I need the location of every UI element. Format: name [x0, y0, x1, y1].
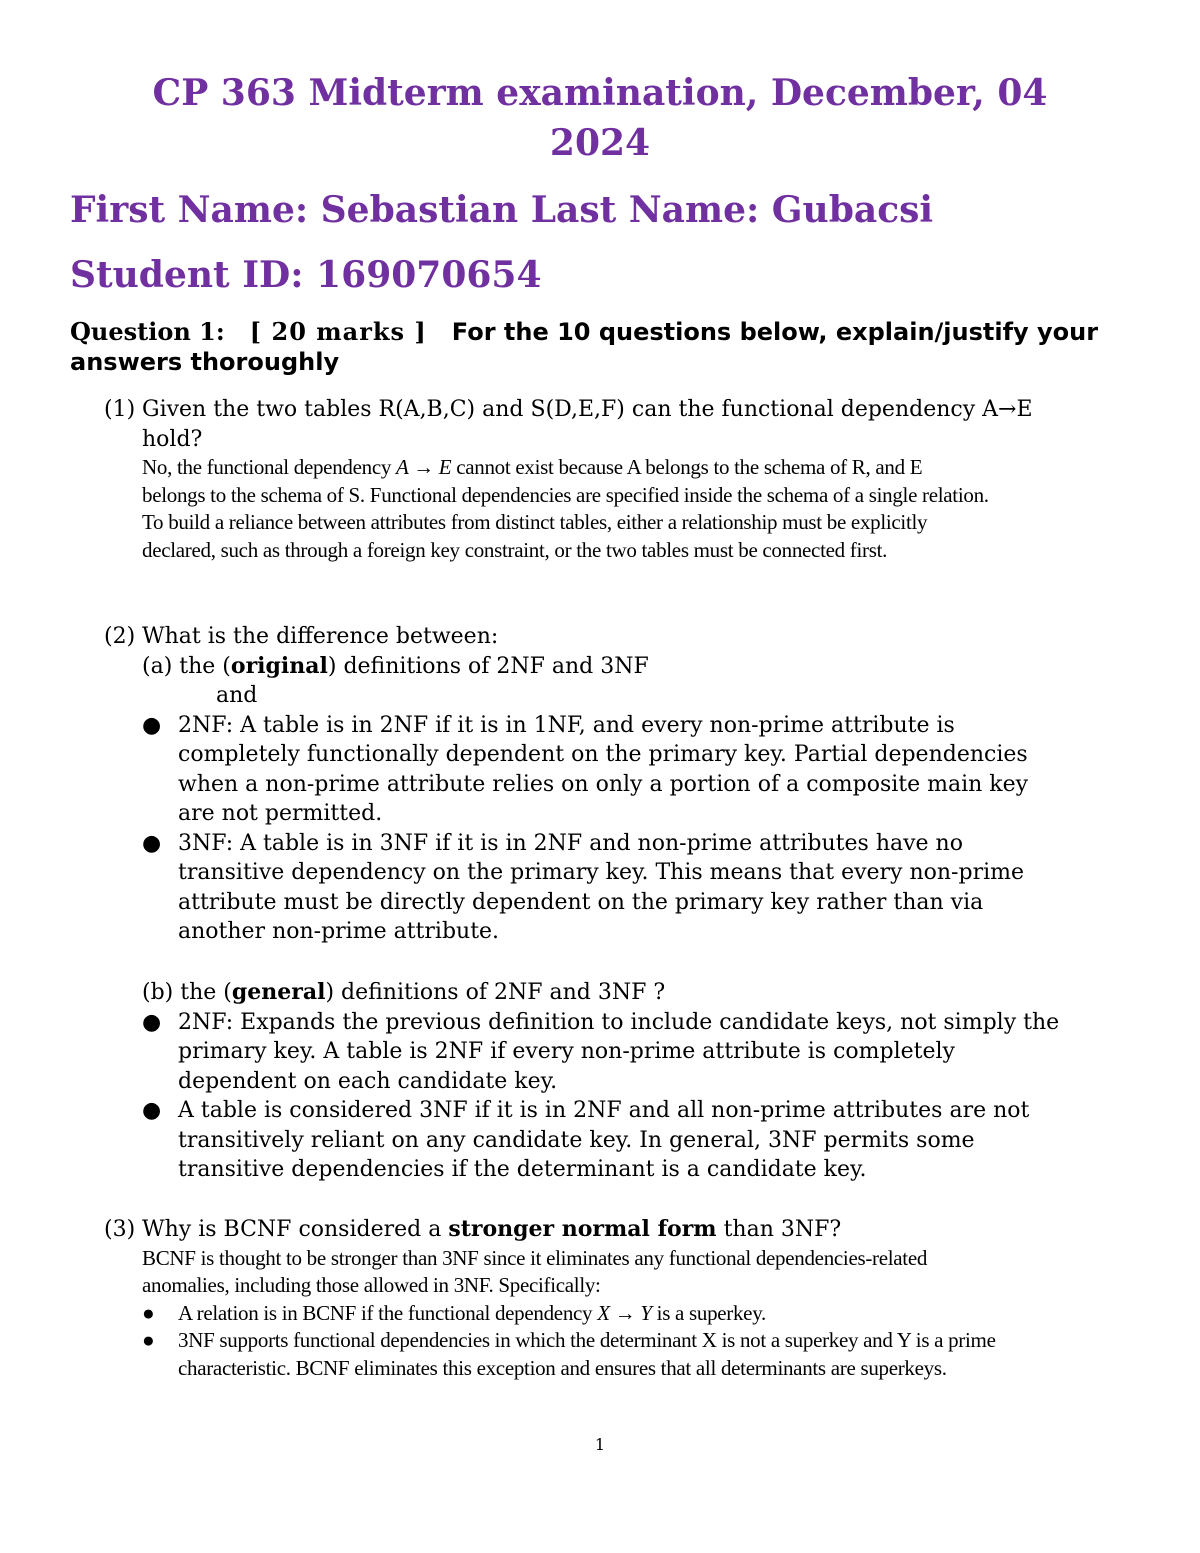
bullet-icon: ●: [142, 1009, 162, 1035]
question-1-heading: [70, 317, 1130, 377]
part-a-heading: (a) the (original) definitions of 2NF and 3NF: [142, 652, 649, 679]
bullet-icon: ●: [142, 830, 162, 856]
exam-title-line2: 2024: [549, 122, 651, 164]
question-label: Question 1:: [70, 317, 225, 346]
subquestion-2: [104, 622, 1144, 947]
subquestion-3: [104, 1215, 1144, 1382]
bullet-icon: ●: [142, 1098, 162, 1123]
list-item: ● 2NF: Expands the previous definition to include candidate keys, not simply the primary key. A table is 2NF if every non-prime attribute is completely dependent on each candidate key.: [142, 1009, 1060, 1094]
bullet-icon: ●: [142, 1300, 155, 1325]
and-text: and: [216, 683, 258, 708]
subquestion-2-text: (2) What is the difference between:: [104, 622, 1144, 652]
subquestion-1-answer: No, the functional dependency A → E cannot exist because A belongs to the schema of R, and E belongs to the schema of S. Functional dependencies are specified inside the schema of a single relation. To build a reliance between attributes from distinct tables, either a relationship must be explicitly declared, such as through a foreign key constraint, or the two tables must be connected first.: [142, 455, 989, 562]
part-b-heading: (b) the (general) definitions of 2NF and 3NF ?: [142, 979, 666, 1005]
subquestion-number: (3): [104, 1217, 136, 1242]
exam-title: [60, 68, 1140, 168]
page-number: 1: [594, 1435, 606, 1454]
bcnf-list: [104, 1300, 1144, 1383]
functional-dependency: X → Y: [597, 1300, 652, 1325]
exam-title-line1: CP 363 Midterm examination, December, 04: [152, 72, 1048, 114]
question-instruction: For the 10 questions below, explain/justify your answers thoroughly: [70, 318, 1099, 376]
subquestion-2-part-b: [104, 978, 1144, 1185]
student-name-line: First Name: Sebastian Last Name: Gubacsi: [70, 189, 934, 231]
question-marks: [ 20 marks ]: [249, 317, 427, 346]
bullet-icon: ●: [142, 712, 162, 738]
subquestion-3-answer: BCNF is thought to be stronger than 3NF since it eliminates any functional dependencies-related anomalies, including those allowed in 3NF. Specifically:: [142, 1245, 928, 1297]
subquestion-1: [104, 395, 1144, 564]
student-id-line: Student ID: 169070654: [70, 254, 542, 296]
part-a-list: [104, 711, 1144, 947]
functional-dependency: A → E: [396, 455, 452, 479]
list-item: ● 3NF supports functional dependencies in which the determinant X is not a superkey and Y is a prime characteristic. BCNF eliminates this exception and ensures that all determinants are superkeys.: [142, 1328, 996, 1380]
list-item: ● 2NF: A table is in 2NF if it is in 1NF, and every non-prime attribute is completely functionally dependent on the primary key. Partial dependencies when a non-prime attribute relies on only a portion of a composite main key are not permitted.: [142, 712, 1029, 826]
subquestion-number: (2): [104, 624, 136, 649]
list-item: ● A relation is in BCNF if the functional dependency X → Y is a superkey.: [104, 1300, 1144, 1328]
list-item: ● 3NF: A table is in 3NF if it is in 2NF and non-prime attributes have no transitive dependency on the primary key. This means that every non-prime attribute must be directly dependent on the primary key rather than via another non-prime attribute.: [142, 830, 1025, 944]
subquestion-1-text: (1) Given the two tables R(A,B,C) and S(D,E,F) can the functional dependency A→E hold?: [104, 397, 1033, 452]
subquestion-3-text: (3) Why is BCNF considered a stronger normal form than 3NF?: [104, 1215, 1144, 1245]
subquestion-number: (1): [104, 397, 136, 422]
bullet-icon: ●: [142, 1328, 155, 1352]
list-item: ● A table is considered 3NF if it is in 2NF and all non-prime attributes are not transitively reliant on any candidate key. In general, 3NF permits some transitive dependencies if the determinant is a candidate key.: [142, 1098, 1030, 1182]
part-b-list: [104, 1008, 1144, 1185]
